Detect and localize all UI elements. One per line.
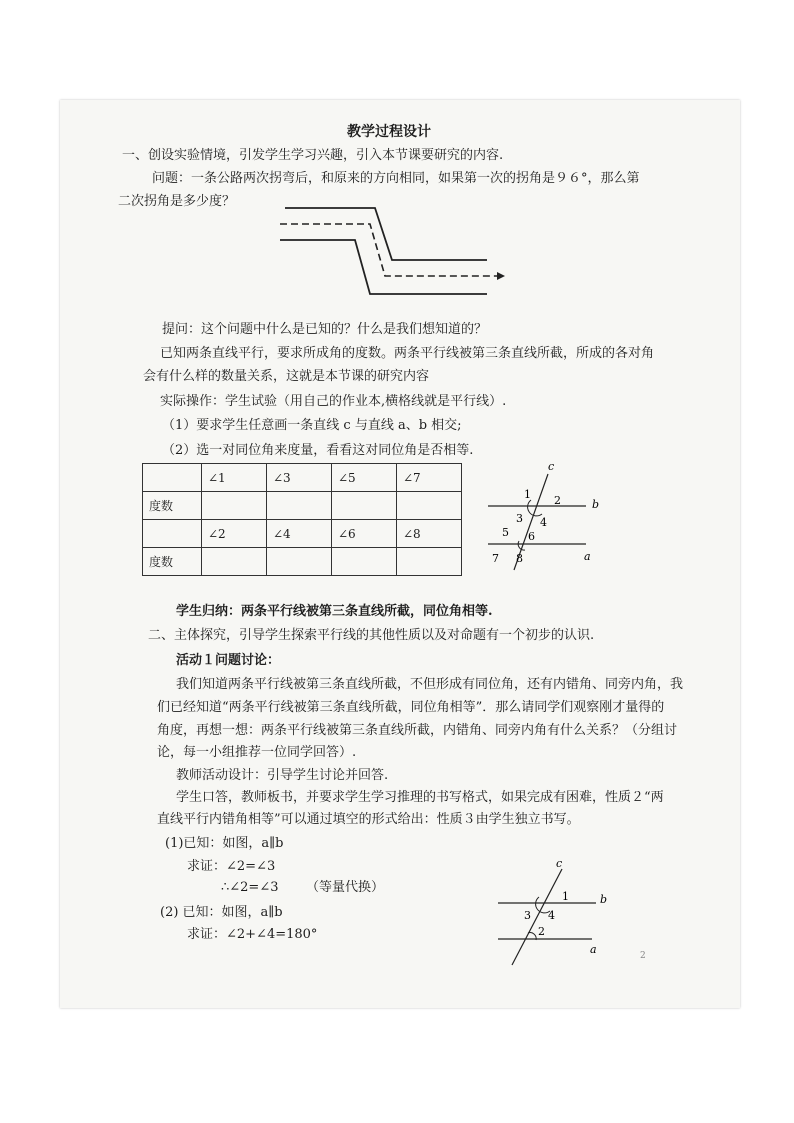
proof2-known: (2) 已知：如图，a∥b <box>160 905 283 920</box>
explain-line-2: 会有什么样的数量关系，这就是本节课的研究内容 <box>143 369 430 384</box>
label-a: a <box>584 550 591 563</box>
table-cell: 度数 <box>143 548 202 576</box>
label-5: 5 <box>502 526 509 539</box>
question-text: 提问：这个问题中什么是已知的？什么是我们想知道的？ <box>162 322 488 337</box>
table-cell <box>267 548 332 576</box>
proof1-step: ∴∠2=∠3 <box>221 880 279 895</box>
angle-measure-table <box>142 463 462 576</box>
problem-line-2: 二次拐角是多少度？ <box>118 194 236 209</box>
table-cell <box>332 548 397 576</box>
label-7: 7 <box>492 552 499 565</box>
table-cell <box>267 492 332 520</box>
board-line-1: 学生口答，教师板书，并要求学生学习推理的书写格式，如果完成有困难，性质２“两 <box>176 790 664 805</box>
para-line-1: 我们知道两条平行线被第三条直线所截，不但形成有同位角，还有内错角、同旁内角，我 <box>176 677 684 692</box>
table-row <box>143 548 462 576</box>
parallel-lines-figure-2 <box>492 855 622 967</box>
label-4: 4 <box>548 909 555 922</box>
label-4: 4 <box>540 516 547 529</box>
proof1-prove: 求证：∠2=∠3 <box>187 859 276 874</box>
table-cell <box>397 492 462 520</box>
label-b: b <box>592 498 600 511</box>
para-line-3: 角度，再想一想：两条平行线被第三条直线所截，内错角、同旁内角有什么关系？（分组讨 <box>157 723 678 738</box>
explain-line-1: 已知两条直线平行，要求所成角的度数。两条平行线被第三条直线所截，所成的各对角 <box>160 346 655 361</box>
step-1: （1）要求学生任意画一条直线 c 与直线 a、b 相交; <box>162 418 462 433</box>
table-cell <box>332 492 397 520</box>
label-c: c <box>548 460 555 473</box>
section1-heading: 一、创设实验情境，引发学生学习兴趣，引入本节课要研究的内容. <box>122 148 504 163</box>
para-line-4: 论，每一小组推荐一位同学回答）. <box>157 745 357 760</box>
road-direction-arrow <box>497 272 505 280</box>
road-upper-edge <box>285 208 487 260</box>
step-2: （2）选一对同位角来度量，看看这对同位角是否相等. <box>162 443 474 458</box>
table-row <box>143 492 462 520</box>
section2-heading: 二、主体探究，引导学生探索平行线的其他性质以及对命题有一个初步的认识. <box>148 628 595 643</box>
table-cell: ∠4 <box>267 520 332 548</box>
road-lower-edge <box>280 240 487 294</box>
label-6: 6 <box>528 530 535 543</box>
proof1-known: (1)已知：如图，a∥b <box>165 836 284 851</box>
board-line-2: 直线平行内错角相等”可以通过填空的形式给出：性质３由学生独立书写。 <box>157 812 580 827</box>
label-1: 1 <box>562 890 569 903</box>
angle-arc <box>528 500 542 516</box>
table-cell <box>397 548 462 576</box>
page-title: 教学过程设计 <box>347 124 431 140</box>
label-3: 3 <box>524 909 531 922</box>
table-row <box>143 520 462 548</box>
table-cell: 度数 <box>143 492 202 520</box>
table-cell <box>143 464 202 492</box>
label-8: 8 <box>516 552 523 565</box>
activity-title: 活动１问题讨论： <box>176 653 281 668</box>
student-conclusion: 学生归纳：两条平行线被第三条直线所截，同位角相等. <box>176 604 493 619</box>
label-b: b <box>600 893 608 906</box>
proof1-reason: （等量代换） <box>306 880 385 895</box>
table-cell: ∠3 <box>267 464 332 492</box>
label-2: 2 <box>538 925 545 938</box>
label-3: 3 <box>516 512 523 525</box>
road-diagram <box>275 200 515 302</box>
table-cell: ∠2 <box>202 520 267 548</box>
operation-text: 实际操作：学生试验（用自己的作业本,横格线就是平行线）. <box>160 394 507 409</box>
label-c: c <box>556 857 563 870</box>
para-line-2: 们已经知道“两条平行线被第三条直线所截，同位角相等”．那么请同学们观察刚才量得的 <box>157 700 665 715</box>
table-cell: ∠1 <box>202 464 267 492</box>
label-1: 1 <box>524 488 531 501</box>
label-a: a <box>590 943 597 956</box>
table-cell: ∠8 <box>397 520 462 548</box>
problem-line-1: 问题：一条公路两次拐弯后，和原来的方向相同，如果第一次的拐角是９６°，那么第 <box>152 171 640 186</box>
proof2-prove: 求证：∠2+∠4=180° <box>187 927 318 942</box>
table-cell: ∠7 <box>397 464 462 492</box>
page-number: 2 <box>640 951 646 961</box>
parallel-lines-figure-1 <box>482 458 612 574</box>
label-2: 2 <box>554 494 561 507</box>
teacher-design: 教师活动设计：引导学生讨论并回答. <box>176 768 389 783</box>
table-cell: ∠5 <box>332 464 397 492</box>
table-cell <box>202 492 267 520</box>
table-cell <box>202 548 267 576</box>
table-cell: ∠6 <box>332 520 397 548</box>
table-row <box>143 464 462 492</box>
table-cell <box>143 520 202 548</box>
